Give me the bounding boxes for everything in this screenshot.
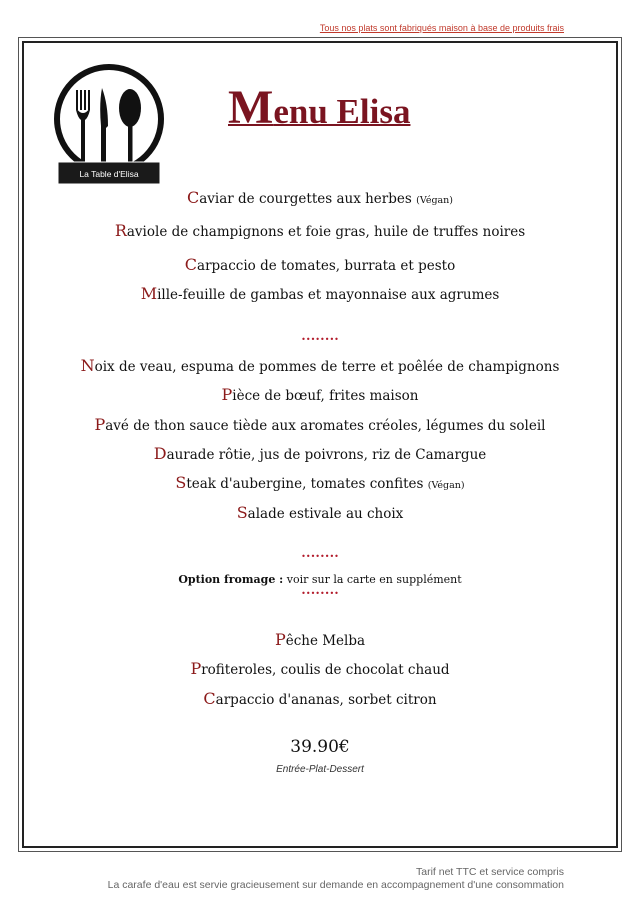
section-separator: ••••••••	[301, 589, 339, 598]
dessert-item: Carpaccio d'ananas, sorbet citron	[203, 689, 437, 708]
title-rest: enu Elisa	[273, 92, 411, 131]
plat-item: Daurade rôtie, jus de poivrons, riz de Camargue	[153, 444, 487, 463]
cheese-option: Option fromage : voir sur la carte en supplément	[178, 573, 462, 586]
entree-item: Raviole de champignons et foie gras, huile de truffes noires	[114, 221, 526, 240]
section-separator: ••••••••	[301, 335, 339, 344]
plat-item: Noix de veau, espuma de pommes de terre et poêlée de champignons	[80, 356, 560, 375]
footer-tax-note: Tarif net TTC et service compris	[415, 866, 564, 878]
top-note: Tous nos plats sont fabriqués maison à base de produits frais	[319, 23, 564, 33]
entree-item: Carpaccio de tomates, burrata et pesto	[184, 255, 456, 274]
footer-water-note: La carafe d'eau est servie gracieusement sur demande en accompagnement d'une consommation	[107, 879, 564, 891]
plat-item: Pavé de thon sauce tiède aux aromates créoles, légumes du soleil	[94, 415, 546, 434]
dessert-item: Pêche Melba	[274, 630, 366, 649]
plat-item: Steak d'aubergine, tomates confites (Végan)	[175, 473, 465, 492]
dessert-item: Profiteroles, coulis de chocolat chaud	[190, 659, 450, 678]
menu-title	[228, 80, 410, 135]
entree-item: Caviar de courgettes aux herbes (Végan)	[186, 188, 454, 207]
logo-text: La Table d'Elisa	[79, 169, 139, 179]
plat-item: Pièce de bœuf, frites maison	[221, 385, 419, 404]
restaurant-logo	[52, 64, 166, 188]
plat-item: Salade estivale au choix	[236, 503, 404, 522]
menu-formula: Entrée-Plat-Dessert	[276, 764, 364, 775]
menu-price: 39.90€	[290, 737, 350, 757]
section-separator: ••••••••	[301, 552, 339, 561]
fork-knife-spoon-icon	[76, 88, 141, 164]
title-initial: M	[228, 81, 274, 134]
entree-item: Mille-feuille de gambas et mayonnaise aux agrumes	[140, 284, 500, 303]
